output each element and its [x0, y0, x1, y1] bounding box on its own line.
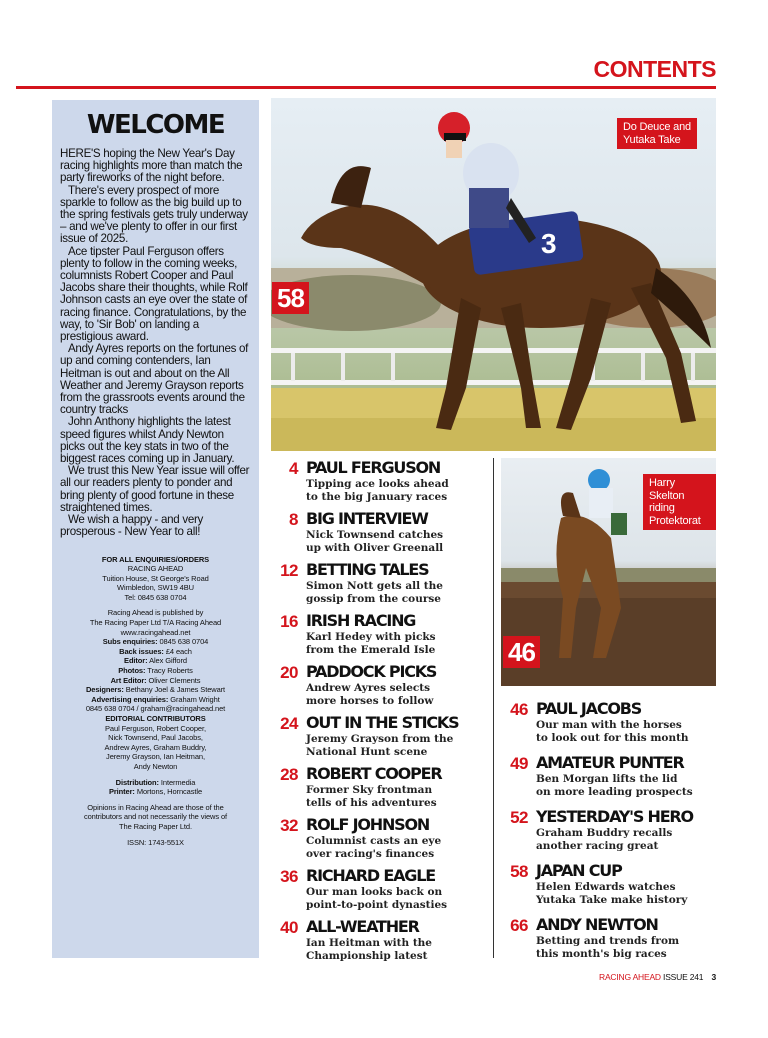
- contents-description: Ian Heitman with the Championship latest: [306, 937, 432, 962]
- contents-description: Our man looks back on point-to-point dynasties: [306, 886, 448, 911]
- welcome-sidebar: [52, 100, 259, 958]
- footer-brand: RACING AHEAD: [599, 972, 661, 982]
- welcome-title: WELCOME: [86, 110, 225, 140]
- imprint-back-issues: Back issues: £4 each: [119, 646, 192, 656]
- contents-description: Nick Townsend catches up with Oliver Greenall: [306, 529, 444, 554]
- column-divider: [493, 458, 494, 958]
- contents-page-number: 28: [280, 765, 298, 784]
- contents-page-number: 49: [510, 754, 528, 773]
- welcome-paragraph: John Anthony highlights the latest speed figures whilst Andy Newton picks out the key stats in two of the biggest races coming up in January.: [60, 415, 235, 466]
- contents-page-number: 24: [280, 714, 298, 733]
- side-photo: [501, 458, 716, 686]
- contents-title: AMATEUR PUNTER: [536, 753, 684, 772]
- imprint-contributors: Paul Ferguson, Robert Cooper,: [105, 723, 206, 733]
- imprint-advertising: Advertising enquiries: Graham Wright: [91, 694, 220, 704]
- contents-description: Andrew Ayres selects more horses to follow: [306, 682, 434, 707]
- main-photo: [271, 98, 716, 451]
- imprint-contributors-heading: EDITORIAL CONTRIBUTORS: [105, 714, 206, 723]
- imprint: [60, 555, 251, 848]
- imprint-art-editor: Art Editor: Oliver Clements: [110, 675, 201, 685]
- contents-page-number: 12: [280, 561, 298, 580]
- main-photo-page-badge: 58: [272, 282, 309, 314]
- contents-title: YESTERDAY'S HERO: [536, 807, 693, 826]
- contents-title: IRISH RACING: [306, 611, 416, 630]
- contents-page-number: 52: [510, 808, 528, 827]
- contents-page-number: 20: [280, 663, 298, 682]
- contents-title: OUT IN THE STICKS: [306, 713, 459, 732]
- saddle-number: 3: [541, 228, 557, 259]
- side-photo-page-badge: 46: [503, 636, 540, 668]
- contents-page-number: 40: [280, 918, 298, 937]
- imprint-opinions: The Racing Paper Ltd.: [119, 821, 192, 831]
- imprint-website: www.racingahead.net: [120, 627, 191, 637]
- welcome-body: [60, 148, 251, 539]
- imprint-tel: Tel: 0845 638 0704: [124, 592, 187, 602]
- contents-page-number: 4: [289, 459, 298, 478]
- contents-page-number: 8: [289, 510, 298, 529]
- imprint-address: Tuition House, St George's Road: [102, 573, 209, 583]
- contents-title: ROBERT COOPER: [306, 764, 442, 783]
- imprint-opinions: Opinions in Racing Ahead are those of the: [87, 802, 224, 812]
- imprint-designers: Designers: Bethany Joel & James Stewart: [85, 685, 226, 695]
- footer-page-number: 3: [711, 972, 716, 982]
- imprint-contributors: Andy Newton: [133, 761, 178, 771]
- side-photo-caption: Harry Skelton riding Protektorat: [643, 474, 716, 530]
- imprint-printer: Printer: Mortons, Horncastle: [108, 787, 203, 797]
- header-rule: [16, 86, 716, 89]
- imprint-advertising-contact: 0845 638 0704 / graham@racingahead.net: [85, 704, 226, 714]
- imprint-publisher: Racing Ahead is published by: [107, 608, 204, 618]
- contents-description: Jeremy Grayson from the National Hunt scene: [306, 733, 454, 758]
- contents-page-number: 58: [510, 862, 528, 881]
- contents-page-number: 36: [280, 867, 298, 886]
- imprint-distribution: Distribution: Intermedia: [115, 777, 196, 787]
- welcome-paragraph: HERE'S hoping the New Year's Day racing highlights more than match the party fireworks of the night before.: [60, 147, 243, 185]
- contents-description: Simon Nott gets all the gossip from the course: [306, 580, 443, 605]
- imprint-enquiries-heading: FOR ALL ENQUIRIES/ORDERS: [101, 554, 210, 564]
- imprint-publisher: The Racing Paper Ltd T/A Racing Ahead: [89, 618, 222, 628]
- contents-title: PADDOCK PICKS: [306, 662, 437, 681]
- imprint-issn: ISSN: 1743-551X: [127, 837, 184, 847]
- contents-title: PAUL JACOBS: [536, 699, 642, 718]
- imprint-contributors: Nick Townsend, Paul Jacobs,: [108, 733, 203, 743]
- welcome-paragraph: Ace tipster Paul Ferguson offers plenty to follow in the coming weeks, columnists Robert Cooper and Paul Jacobs share their thoughts, while Rolf Johnson casts an eye over the state of racing finance. Congratulations, by the way, to 'Sir Bob' on landing a prestigious award.: [60, 244, 248, 344]
- welcome-paragraph: We wish a happy - and very prosperous - New Year to all!: [60, 513, 204, 539]
- imprint-contributors: Andrew Ayres, Graham Buddry,: [104, 742, 207, 752]
- main-photo-caption: Do Deuce and Yutaka Take: [617, 118, 697, 149]
- contents-title: PAUL FERGUSON: [306, 458, 441, 477]
- imprint-subs: Subs enquiries: 0845 638 0704: [102, 637, 209, 647]
- imprint-opinions: contributors and not necessarily the views of: [83, 812, 228, 822]
- welcome-paragraph: We trust this New Year issue will offer all our readers plenty to ponder and bring plenty of good fortune in these straightened times.: [60, 464, 250, 514]
- welcome-paragraph: There's every prospect of more sparkle to follow as the big build up to the spring festivals gets truly underway – and we've plenty to offer in our first issue of 2025.: [60, 183, 248, 246]
- contents-title: ROLF JOHNSON: [306, 815, 430, 834]
- contents-page-number: 32: [280, 816, 298, 835]
- contents-title: BETTING TALES: [306, 560, 429, 579]
- contents-description: Betting and trends from this month's big races: [536, 935, 680, 960]
- imprint-company: RACING AHEAD: [127, 564, 184, 574]
- contents-description: Tipping ace looks ahead to the big January races: [306, 478, 449, 503]
- imprint-address: Wimbledon, SW19 4BU: [117, 583, 194, 593]
- contents-title: JAPAN CUP: [536, 861, 622, 880]
- horse-racing-illustration: [271, 98, 716, 451]
- contents-page-number: 46: [510, 700, 528, 719]
- contents-description: Our man with the horses to look out for this month: [536, 719, 689, 744]
- contents-description: Helen Edwards watches Yutaka Take make history: [536, 881, 688, 906]
- contents-description: Former Sky frontman tells of his adventures: [306, 784, 437, 809]
- imprint-editor: Editor: Alex Gifford: [124, 656, 187, 666]
- contents-title: ANDY NEWTON: [536, 915, 658, 934]
- contents-page-number: 16: [280, 612, 298, 631]
- contents-page-number: 66: [510, 916, 528, 935]
- contents-description: Ben Morgan lifts the lid on more leading prospects: [536, 773, 693, 798]
- imprint-photos: Photos: Tracy Roberts: [118, 666, 193, 676]
- imprint-contributors: Jeremy Grayson, Ian Heitman,: [106, 752, 205, 762]
- page-footer: [599, 972, 716, 982]
- contents-description: Graham Buddry recalls another racing great: [536, 827, 673, 852]
- contents-title: RICHARD EAGLE: [306, 866, 435, 885]
- page-title: CONTENTS: [593, 56, 716, 82]
- contents-description: Columnist casts an eye over racing's finances: [306, 835, 442, 860]
- contents-description: Karl Hedey with picks from the Emerald Isle: [306, 631, 436, 656]
- welcome-paragraph: Andy Ayres reports on the fortunes of up and coming contenders, Ian Heitman is out and about on the All Weather and Jeremy Grayson reports from the grassroots events around the country tracks: [60, 342, 249, 417]
- footer-issue: ISSUE 241: [663, 972, 704, 982]
- contents-title: BIG INTERVIEW: [306, 509, 428, 528]
- contents-title: ALL-WEATHER: [306, 917, 419, 936]
